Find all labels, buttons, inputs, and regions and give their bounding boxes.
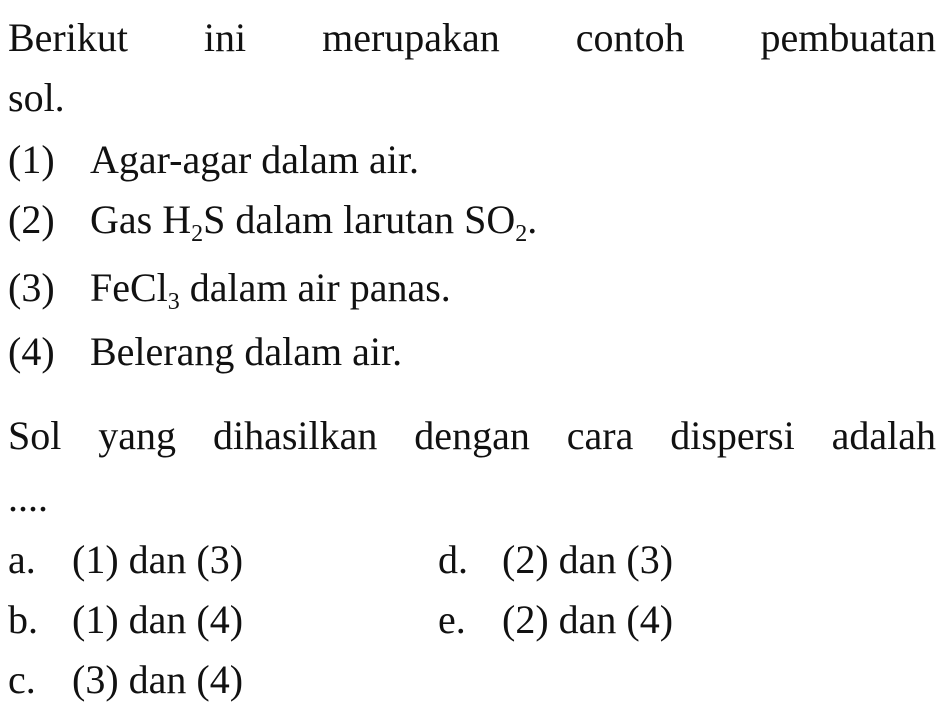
statement-number: (4) <box>8 329 55 374</box>
statement-text-part: S dalam larutan SO <box>203 197 516 242</box>
statement-text: Belerang dalam air. <box>90 329 403 374</box>
statement-item-3 <box>8 264 451 315</box>
subscript: 2 <box>191 221 204 247</box>
option-text: (2) dan (4) <box>502 597 674 642</box>
option-letter: a. <box>8 537 36 582</box>
question-prompt-line-2: .... <box>8 475 48 520</box>
statement-text-part: FeCl <box>90 265 168 310</box>
subscript: 2 <box>515 221 528 247</box>
question-prompt-line-1: Sol yang dihasilkan dengan cara dispersi adalah <box>8 413 936 458</box>
answer-option-a[interactable] <box>8 536 243 584</box>
statement-number: (3) <box>8 265 55 310</box>
option-text: (3) dan (4) <box>72 657 244 702</box>
statement-number: (1) <box>8 137 55 182</box>
option-letter: b. <box>8 597 38 642</box>
statement-text-part: dalam air panas. <box>179 265 451 310</box>
statement-text-part: . <box>527 197 538 242</box>
answer-option-c[interactable] <box>8 656 243 704</box>
option-text: (2) dan (3) <box>502 537 674 582</box>
statement-item-1 <box>8 136 419 184</box>
answer-option-d[interactable] <box>438 536 673 584</box>
question-intro-line-2: sol. <box>8 75 65 120</box>
option-letter: e. <box>438 597 466 642</box>
option-letter: d. <box>438 537 468 582</box>
subscript: 3 <box>167 289 180 315</box>
statement-item-4 <box>8 328 402 376</box>
statement-text: Agar-agar dalam air. <box>90 137 420 182</box>
statement-item-2 <box>8 196 538 247</box>
option-text: (1) dan (4) <box>72 597 244 642</box>
answer-option-e[interactable] <box>438 596 673 644</box>
answer-option-b[interactable] <box>8 596 243 644</box>
statement-text-part: Gas H <box>90 197 192 242</box>
question-intro-line-1: Berikut ini merupakan contoh pembuatan <box>8 15 936 60</box>
option-text: (1) dan (3) <box>72 537 244 582</box>
option-letter: c. <box>8 657 36 702</box>
statement-number: (2) <box>8 197 55 242</box>
